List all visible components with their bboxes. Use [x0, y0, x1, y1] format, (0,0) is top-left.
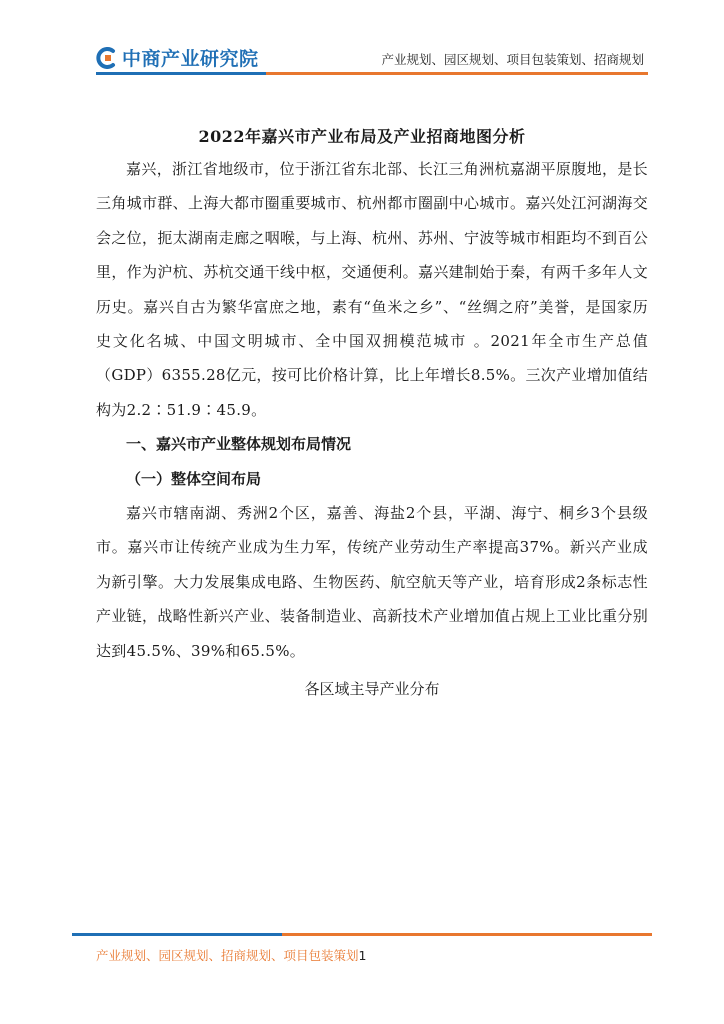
- header-rule-orange: [266, 72, 648, 75]
- footer-rule-blue: [72, 933, 282, 936]
- page-footer: [96, 946, 366, 964]
- layout-paragraph: 嘉兴市辖南湖、秀洲2个区，嘉善、海盐2个县，平湖、海宁、桐乡3个县级市。嘉兴市让传统产业成为生力军，传统产业劳动生产率提高37%。新兴产业成为新引擎。大力发展集成电路、生物医药、航空航天等产业，培育形成2条标志性产业链，战略性新兴产业、装备制造业、高新技术产业增加值占规上工业比重分别达到45.5%、39%和65.5%。: [96, 504, 648, 660]
- figure-caption: 各区域主导产业分布: [304, 680, 440, 699]
- footer-rule-orange: [282, 933, 652, 936]
- logo-text: 中商产业研究院: [122, 48, 259, 70]
- page-header: [0, 0, 724, 80]
- logo-icon: [96, 47, 118, 69]
- company-logo: [96, 44, 259, 71]
- document-title: 2022年嘉兴市产业布局及产业招商地图分析: [198, 127, 526, 146]
- intro-paragraph: 嘉兴，浙江省地级市，位于浙江省东北部、长江三角洲杭嘉湖平原腹地，是长三角城市群、上海大都市圈重要城市、杭州都市圈副中心城市。嘉兴处江河湖海交会之位，扼太湖南走廊之咽喉，与上海、杭州、苏州、宁波等城市相距均不到百公里，作为沪杭、苏杭交通干线中枢，交通便利。嘉兴建制始于秦，有两千多年人文历史。嘉兴自古为繁华富庶之地，素有“鱼米之乡”、“丝绸之府”美誉，是国家历史文化名城、中国文明城市、全中国双拥模范城市 。2021年全市生产总值（GDP）6355.28亿元，按可比价格计算，比上年增长8.5%。三次产业增加值结构为2.2∶51.9∶45.9。: [96, 160, 648, 419]
- document-body: [96, 152, 648, 707]
- section-heading: 一、嘉兴市产业整体规划布局情况: [126, 435, 352, 454]
- subsection-heading: （一）整体空间布局: [126, 469, 262, 488]
- page-number: 1: [358, 948, 367, 963]
- footer-slogan: 产业规划、园区规划、招商规划、项目包装策划: [96, 948, 359, 963]
- header-rule-blue: [96, 72, 266, 75]
- header-tagline: 产业规划、园区规划、项目包装策划、招商规划: [381, 52, 644, 67]
